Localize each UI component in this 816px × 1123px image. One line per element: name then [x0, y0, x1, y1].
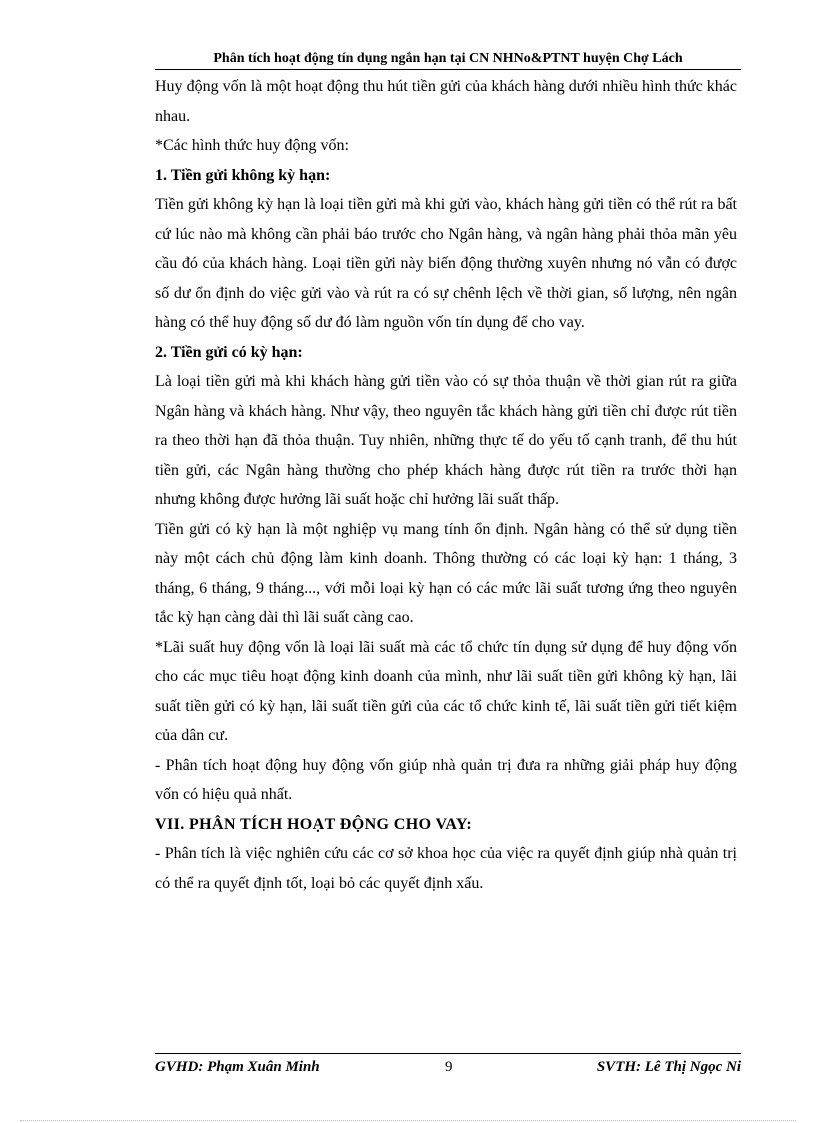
paragraph-interest-rate: *Lãi suất huy động vốn là loại lãi suất mà các tổ chức tín dụng sử dụng để huy động vốn cho các mục tiêu hoạt động kinh doanh của mình, như lãi suất tiền gửi không kỳ hạn, lãi suất tiền gửi có kỳ hạn, lãi suất tiền gửi của các tổ chức kinh tế, lãi suất tiền gửi tiết kiệm của dân cư.: [155, 638, 737, 744]
paragraph-intro: Huy động vốn là một hoạt động thu hút tiền gửi của khách hàng dưới nhiều hình thức khác nhau.: [155, 78, 737, 125]
page-bottom-divider: [20, 1120, 796, 1121]
heading-term-deposit: 2. Tiền gửi có kỳ hạn:: [155, 343, 303, 361]
document-body: [155, 72, 737, 898]
heading-demand-deposit: 1. Tiền gửi không kỳ hạn:: [155, 166, 331, 184]
paragraph-analysis-definition: - Phân tích là việc nghiên cứu các cơ sở khoa học của việc ra quyết định giúp nhà quản trị có thể ra quyết định tốt, loại bỏ các quyết định xấu.: [155, 845, 737, 892]
paragraph-forms-label: *Các hình thức huy động vốn:: [155, 137, 349, 154]
page-footer: [155, 1053, 741, 1077]
paragraph-term-deposit: Là loại tiền gửi mà khi khách hàng gửi tiền vào có sự thỏa thuận về thời gian rút ra giữa Ngân hàng và khách hàng. Như vậy, theo nguyên tắc khách hàng gửi tiền chỉ được rút tiền ra theo thời hạn đã thỏa thuận. Tuy nhiên, những thực tế do yếu tố cạnh tranh, để thu hút tiền gửi, các Ngân hàng thường cho phép khách hàng được rút tiền ra trước thời hạn nhưng không được hưởng lãi suất hoặc chỉ hưởng lãi suất thấp.: [155, 373, 737, 508]
paragraph-analysis-benefit: - Phân tích hoạt động huy động vốn giúp nhà quản trị đưa ra những giải pháp huy động vốn có hiệu quả nhất.: [155, 756, 737, 803]
paragraph-demand-deposit: Tiền gửi không kỳ hạn là loại tiền gửi mà khi gửi vào, khách hàng gửi tiền có thể rút ra bất cứ lúc nào mà không cần phải báo trước cho Ngân hàng, và ngân hàng phải thỏa mãn yêu cầu đó của khách hàng. Loại tiền gửi này biến động thường xuyên nhưng nó vẫn có được số dư ổn định do việc gửi vào và rút ra có sự chênh lệch về thời gian, số lượng, nên ngân hàng có thể huy động số dư đó làm nguồn vốn tín dụng để cho vay.: [155, 196, 737, 331]
heading-section-vii: VII. PHÂN TÍCH HOẠT ĐỘNG CHO VAY:: [155, 815, 473, 833]
footer-student: SVTH: Lê Thị Ngọc Ni: [596, 1059, 741, 1075]
footer-page-number: 9: [445, 1059, 453, 1075]
footer-instructor: GVHD: Phạm Xuân Minh: [155, 1059, 320, 1075]
page-header-title: Phân tích hoạt động tín dụng ngắn hạn tại CN NHNo&PTNT huyện Chợ Lách: [155, 50, 741, 70]
paragraph-term-deposit-detail: Tiền gửi có kỳ hạn là một nghiệp vụ mang tính ổn định. Ngân hàng có thể sử dụng tiền này một cách chủ động làm kinh doanh. Thông thường có các loại kỳ hạn: 1 tháng, 3 tháng, 6 tháng, 9 tháng..., với mỗi loại kỳ hạn có các mức lãi suất tương ứng theo nguyên tắc kỳ hạn càng dài thì lãi suất càng cao.: [155, 520, 737, 626]
